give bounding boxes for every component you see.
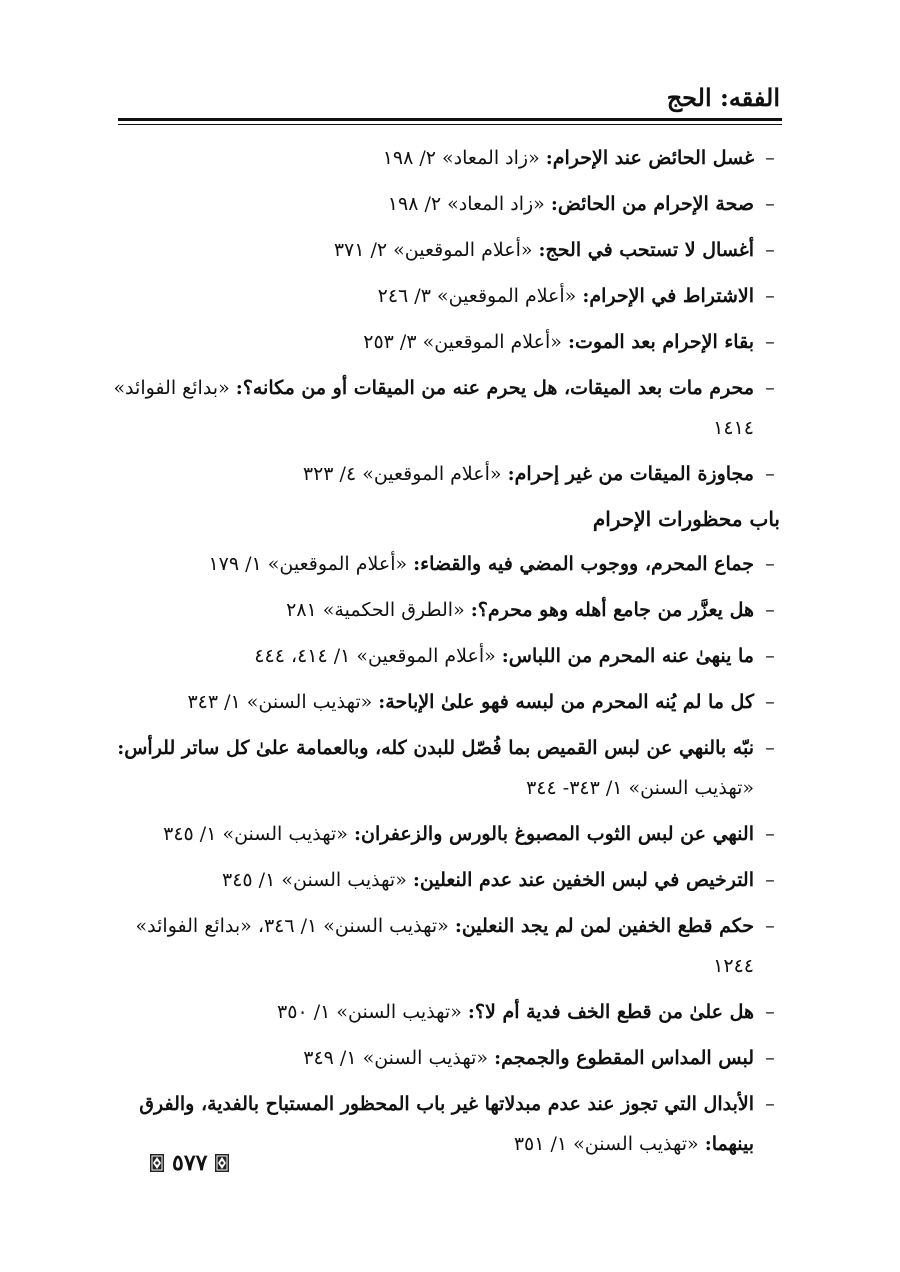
entry-label: ما ينهىٰ عنه المحرم من اللباس: bbox=[501, 645, 754, 667]
list-item bbox=[112, 184, 780, 224]
entry-label: الاشتراط في الإحرام: bbox=[582, 285, 754, 307]
entry-reference: «أعلام الموقعين» ٢/ ٣٧١ bbox=[333, 239, 533, 261]
list-item bbox=[112, 860, 780, 900]
entry-label: جماع المحرم، ووجوب المضي فيه والقضاء: bbox=[413, 553, 754, 575]
entry-reference: «تهذيب السنن» ١/ ٣٤٣- ٣٤٤ bbox=[526, 777, 754, 799]
entry-reference: «أعلام الموقعين» ١/ ٤١٤، ٤٤٤ bbox=[254, 645, 496, 667]
bullet-dash: – bbox=[765, 193, 775, 215]
list-item bbox=[112, 590, 780, 630]
ornament-icon bbox=[215, 1154, 229, 1172]
list-item bbox=[112, 906, 780, 986]
entry-reference: «تهذيب السنن» ١/ ٣٤٩ bbox=[303, 1047, 489, 1069]
entry-reference: «تهذيب السنن» ١/ ٣٤٥ bbox=[222, 869, 407, 891]
entry-label: محرم مات بعد الميقات، هل يحرم عنه من الميقات أو من مكانه؟: bbox=[235, 377, 754, 399]
bullet-dash: – bbox=[765, 285, 775, 307]
entry-reference: «بدائع الفوائد» ١٤١٤ bbox=[113, 377, 754, 439]
bullet-dash: – bbox=[765, 147, 775, 169]
entry-reference: «تهذيب السنن» ١/ ٣٤٥ bbox=[163, 823, 348, 845]
entry-reference: «تهذيب السنن» ١/ ٣٥٠ bbox=[277, 1001, 462, 1023]
list-item bbox=[112, 1038, 780, 1078]
bullet-dash: – bbox=[765, 463, 775, 485]
entry-label: الترخيص في لبس الخفين عند عدم النعلين: bbox=[412, 869, 754, 891]
list-item bbox=[112, 728, 780, 808]
entry-label: صحة الإحرام من الحائض: bbox=[550, 193, 754, 215]
bullet-dash: – bbox=[765, 691, 775, 713]
bullet-dash: – bbox=[765, 331, 775, 353]
bullet-dash: – bbox=[765, 737, 775, 759]
header-rule-thin bbox=[118, 124, 782, 125]
index-entries bbox=[112, 138, 780, 1170]
ornament-icon bbox=[150, 1154, 164, 1172]
entry-reference: «تهذيب السنن» ١/ ٣٥١ bbox=[513, 1133, 699, 1155]
bullet-dash: – bbox=[765, 1001, 775, 1023]
entry-label: كل ما لم يُنه المحرم من لبسه فهو علىٰ الإباحة: bbox=[378, 691, 754, 713]
bullet-dash: – bbox=[765, 599, 775, 621]
list-item bbox=[112, 230, 780, 270]
entry-label: حكم قطع الخفين لمن لم يجد النعلين: bbox=[454, 915, 754, 937]
entry-reference: «أعلام الموقعين» ١/ ١٧٩ bbox=[208, 553, 408, 575]
entry-label: أغسال لا تستحب في الحج: bbox=[538, 239, 754, 261]
page-footer bbox=[150, 1150, 229, 1176]
entry-label: النهي عن لبس الثوب المصبوغ بالورس والزعفران: bbox=[353, 823, 754, 845]
entry-reference: «أعلام الموقعين» ٣/ ٢٤٦ bbox=[377, 285, 577, 307]
list-item bbox=[112, 276, 780, 316]
entry-label: مجاوزة الميقات من غير إحرام: bbox=[507, 463, 754, 485]
bullet-dash: – bbox=[765, 239, 775, 261]
entry-reference: «أعلام الموقعين» ٤/ ٣٢٣ bbox=[302, 463, 502, 485]
list-item bbox=[112, 368, 780, 448]
bullet-dash: – bbox=[765, 1093, 775, 1115]
entry-label: هل يعزَّر من جامع أهله وهو محرم؟: bbox=[470, 599, 754, 621]
entry-label: غسل الحائض عند الإحرام: bbox=[545, 147, 754, 169]
list-item bbox=[112, 322, 780, 362]
entry-reference: «زاد المعاد» ٢/ ١٩٨ bbox=[382, 147, 540, 169]
entry-reference: «زاد المعاد» ٢/ ١٩٨ bbox=[387, 193, 545, 215]
list-item bbox=[112, 682, 780, 722]
page-number: ٥٧٧ bbox=[172, 1150, 208, 1176]
entry-label: نبّه بالنهي عن لبس القميص بما فُصّل للبدن كله، وبالعمامة علىٰ كل ساتر للرأس: bbox=[117, 737, 754, 759]
list-item bbox=[112, 138, 780, 178]
section-heading: باب محظورات الإحرام bbox=[592, 507, 780, 531]
entry-reference: «تهذيب السنن» ١/ ٣٤٦، «بدائع الفوائد» ١٢٤٤ bbox=[135, 915, 754, 977]
entry-label: الأبدال التي تجوز عند عدم مبدلاتها غير باب المحظور المستباح بالفدية، والفرق بينهما: bbox=[139, 1093, 754, 1155]
list-item bbox=[112, 814, 780, 854]
list-item bbox=[112, 636, 780, 676]
entry-reference: «أعلام الموقعين» ٣/ ٢٥٣ bbox=[363, 331, 562, 353]
entry-label: بقاء الإحرام بعد الموت: bbox=[567, 331, 754, 353]
entry-label: هل علىٰ من قطع الخف فدية أم لا؟: bbox=[467, 1001, 754, 1023]
bullet-dash: – bbox=[765, 915, 775, 937]
bullet-dash: – bbox=[765, 1047, 775, 1069]
bullet-dash: – bbox=[765, 869, 775, 891]
running-header-title: الفقه: الحج bbox=[666, 83, 780, 112]
bullet-dash: – bbox=[765, 645, 775, 667]
list-item bbox=[112, 992, 780, 1032]
header-rule-thick bbox=[118, 118, 782, 121]
bullet-dash: – bbox=[765, 377, 775, 399]
bullet-dash: – bbox=[765, 823, 775, 845]
entry-reference: «الطرق الحكمية» ٢٨١ bbox=[286, 599, 465, 621]
bullet-dash: – bbox=[765, 553, 775, 575]
entry-reference: «تهذيب السنن» ١/ ٣٤٣ bbox=[187, 691, 373, 713]
entry-label: لبس المداس المقطوع والجمجم: bbox=[494, 1047, 754, 1069]
list-item bbox=[112, 454, 780, 494]
list-item bbox=[112, 544, 780, 584]
